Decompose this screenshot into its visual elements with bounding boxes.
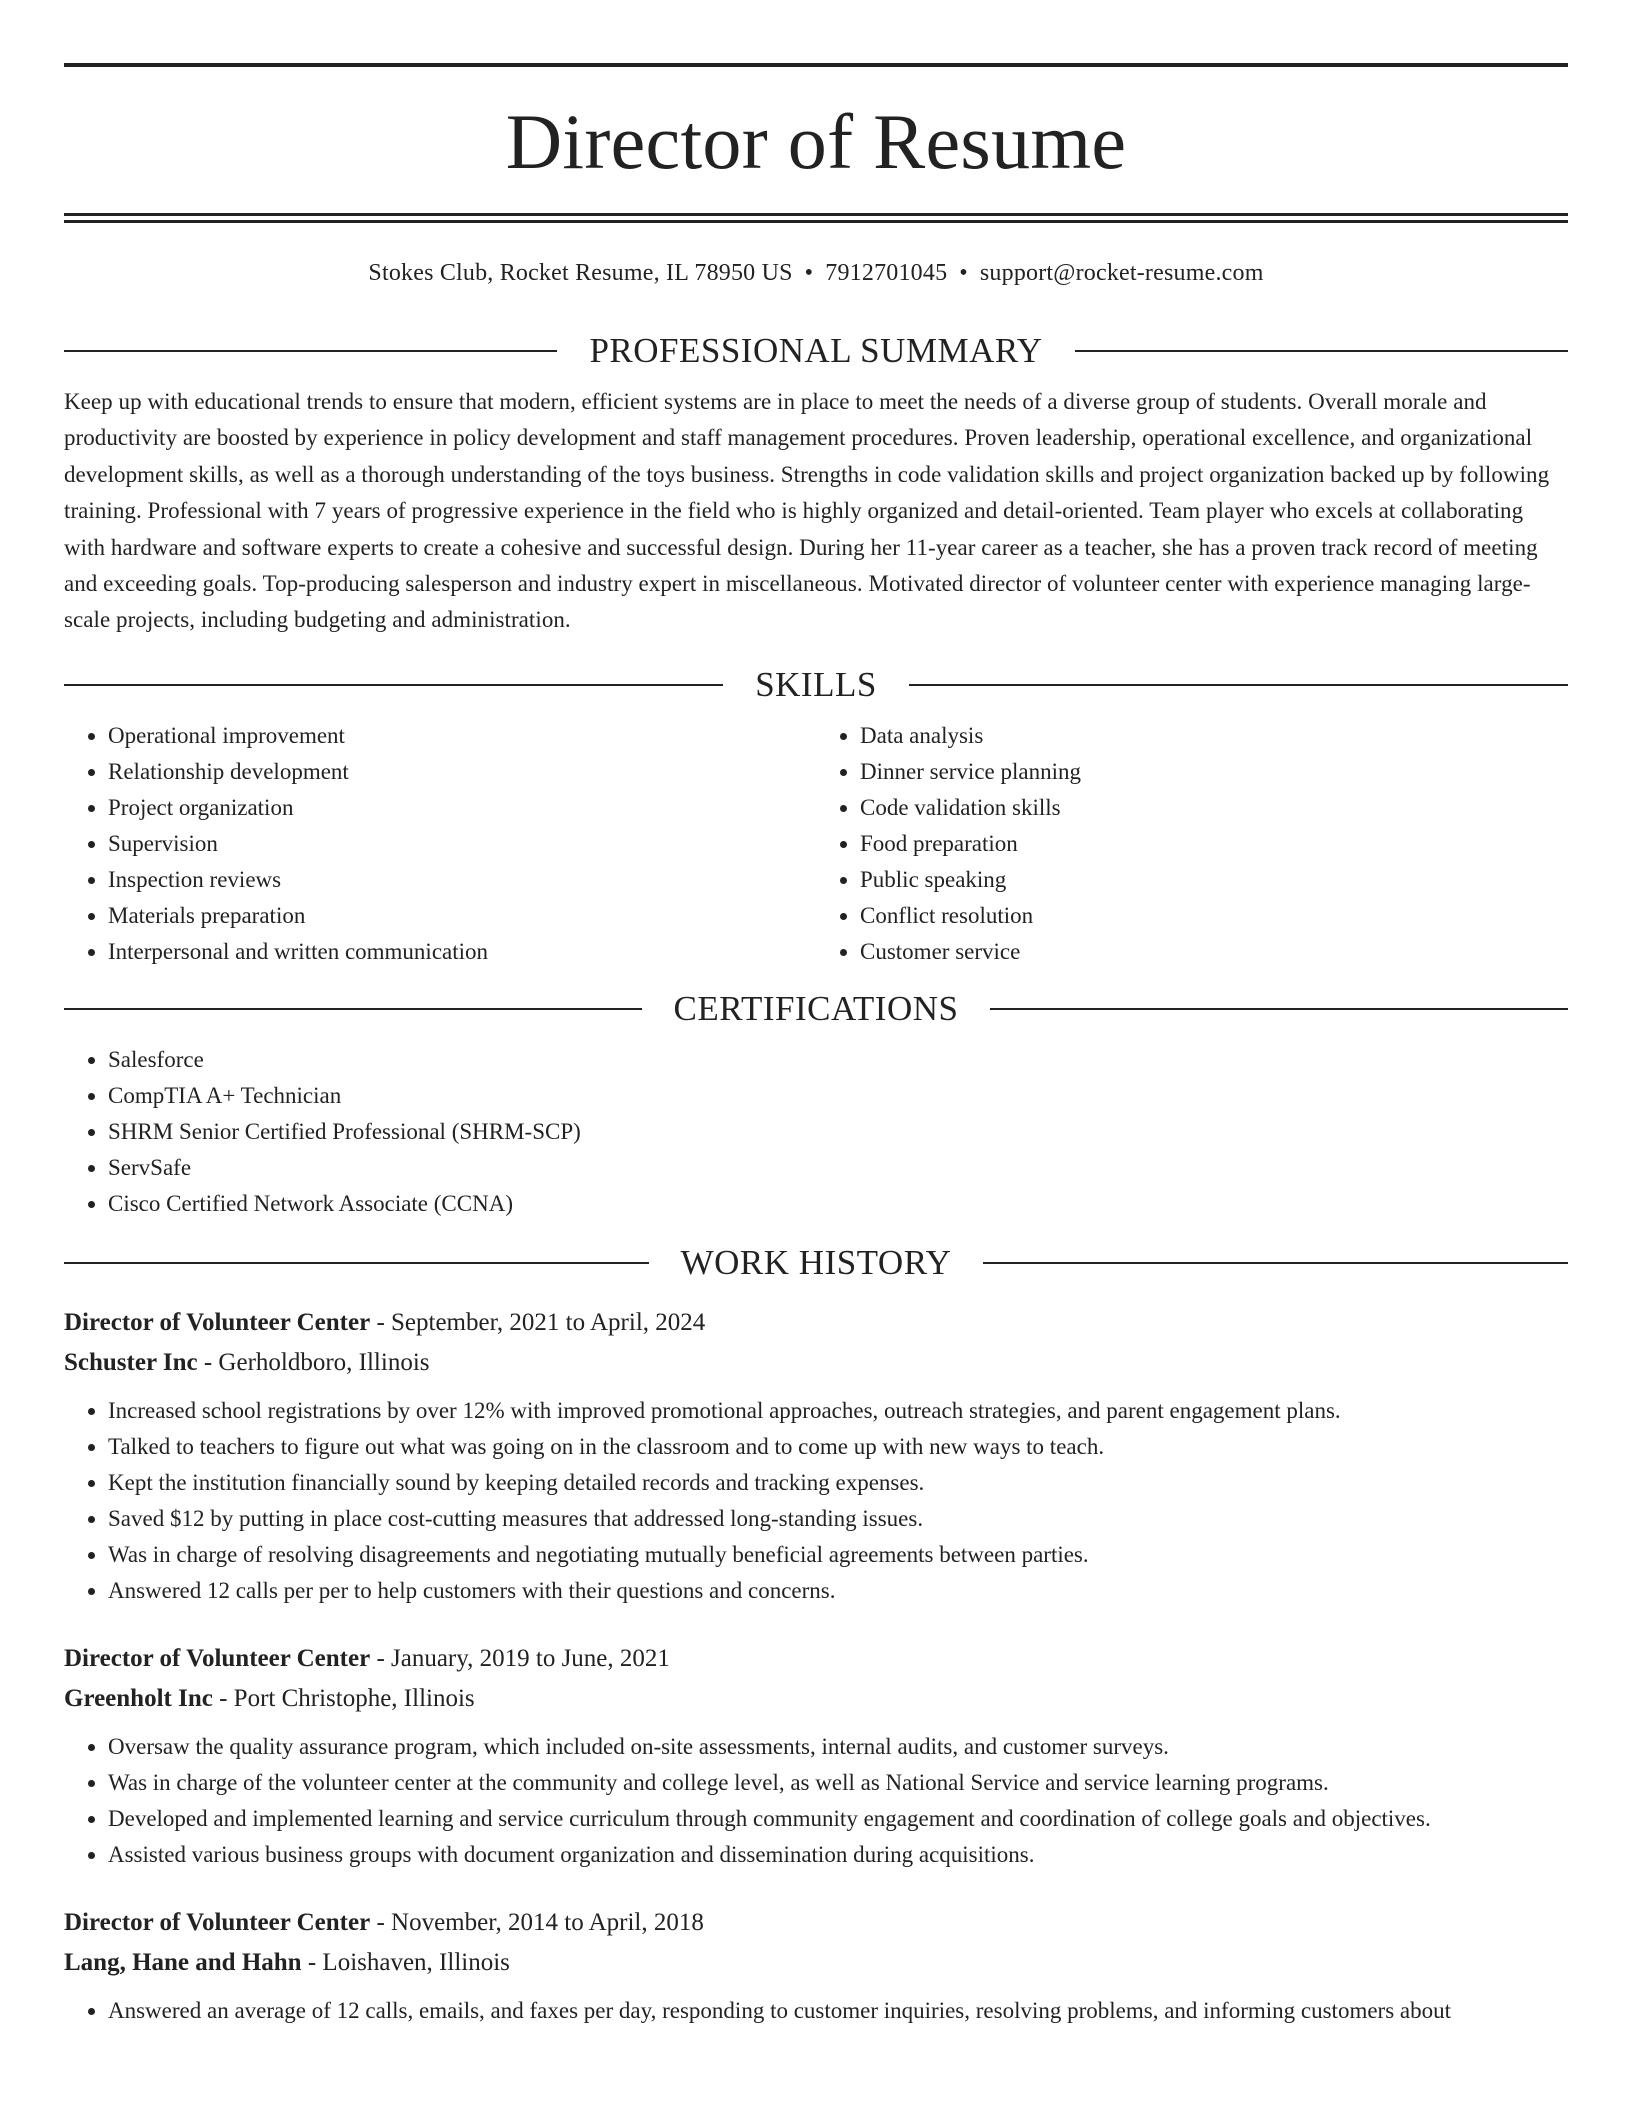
skill-item: • Data analysis (860, 718, 1568, 754)
heading-rule-left (64, 350, 557, 352)
heading-rule-right (1075, 350, 1568, 352)
job-bullet: • Answered an average of 12 calls, emails, and faxes per day, responding to customer inquiries, resolving problems, and informing customers about (108, 1993, 1568, 2029)
job-bullet: • Answered 12 calls per per to help customers with their questions and concerns. (108, 1573, 1568, 1609)
job-bullets (64, 1729, 1568, 1873)
certification-item: • ServSafe (108, 1150, 1568, 1186)
resume-page (64, 0, 1568, 2029)
summary-text: Keep up with educational trends to ensure that modern, efficient systems are in place to meet the needs of a diverse group of students. Overall morale and productivity are boosted by experience in policy development and staff management procedures. Proven leadership, operational excellence, and organizational development skills, as well as a thorough understanding of the toys business. Strengths in code validation skills and project organization backed up by following training. Professional with 7 years of progressive experience in the field who is highly organized and detail-oriented. Team player who excels at collaborating with hardware and software experts to create a cohesive and successful design. During her 11-year career as a teacher, she has a proven track record of meeting and exceeding goals. Top-producing salesperson and industry expert in miscellaneous. Motivated director of volunteer center with experience managing large-scale projects, including budgeting and administration. (64, 389, 1550, 633)
title-double-rule (64, 213, 1568, 223)
certifications-heading-label: CERTIFICATIONS (673, 988, 959, 1028)
certification-item: • SHRM Senior Certified Professional (SHRM-SCP) (108, 1114, 1568, 1150)
contact-address: Stokes Club, Rocket Resume, IL 78950 US (368, 260, 793, 286)
certification-item: • Salesforce (108, 1042, 1568, 1078)
skill-item: • Code validation skills (860, 790, 1568, 826)
job-dates: - November, 2014 to April, 2018 (370, 1908, 704, 1936)
job-bullet: • Increased school registrations by over 12% with improved promotional approaches, outreach strategies, and parent engagement plans. (108, 1393, 1568, 1429)
skill-item: • Interpersonal and written communication (108, 934, 816, 970)
job-dates: - January, 2019 to June, 2021 (370, 1644, 670, 1672)
contact-separator: • (959, 260, 968, 286)
job-bullet: • Developed and implemented learning and service curriculum through community engagement and coordination of college goals and objectives. (108, 1801, 1568, 1837)
skills-list-right (816, 718, 1568, 970)
skill-item: • Conflict resolution (860, 898, 1568, 934)
heading-rule-left (64, 1262, 649, 1264)
job-bullet: • Was in charge of resolving disagreements and negotiating mutually beneficial agreements between parties. (108, 1537, 1568, 1573)
certifications-list (64, 1042, 1568, 1222)
heading-rule-left (64, 1008, 642, 1010)
job-bullet: • Was in charge of the volunteer center at the community and college level, as well as National Service and service learning programs. (108, 1765, 1568, 1801)
job-title-line (64, 1303, 1568, 1343)
skills-heading-label: SKILLS (755, 664, 877, 704)
skill-item: • Customer service (860, 934, 1568, 970)
skill-item: • Inspection reviews (108, 862, 816, 898)
skill-item: • Operational improvement (108, 718, 816, 754)
summary-heading (64, 330, 1568, 372)
skill-item: • Supervision (108, 826, 816, 862)
contact-separator: • (804, 260, 814, 286)
contact-email: support@rocket-resume.com (979, 260, 1264, 286)
job-location: - Gerholdboro, Illinois (197, 1348, 430, 1376)
job-title-line (64, 1639, 1568, 1679)
skill-item: • Project organization (108, 790, 816, 826)
certification-item: • Cisco Certified Network Associate (CCNA) (108, 1186, 1568, 1222)
summary-heading-label: PROFESSIONAL SUMMARY (589, 331, 1043, 370)
heading-rule-right (990, 1008, 1568, 1010)
heading-rule-left (64, 684, 723, 686)
top-rule (64, 63, 1568, 67)
resume-title: Director of Resume (505, 98, 1127, 185)
skill-item: • Dinner service planning (860, 754, 1568, 790)
certification-item: • CompTIA A+ Technician (108, 1078, 1568, 1114)
job-bullets (64, 1393, 1568, 1609)
job-dates: - September, 2021 to April, 2024 (370, 1308, 706, 1336)
heading-rule-right (909, 684, 1568, 686)
skill-item: • Food preparation (860, 826, 1568, 862)
job-bullet: • Oversaw the quality assurance program, which included on-site assessments, internal audits, and customer surveys. (108, 1729, 1568, 1765)
job-bullet: • Saved $12 by putting in place cost-cutting measures that addressed long-standing issues. (108, 1501, 1568, 1537)
work-history-heading (64, 1242, 1568, 1284)
skill-item: • Public speaking (860, 862, 1568, 898)
job-location: - Loishaven, Illinois (301, 1948, 510, 1976)
job-location: - Port Christophe, Illinois (212, 1684, 475, 1712)
job-bullets (64, 1993, 1568, 2029)
job-company-line (64, 1679, 1568, 1719)
job-bullet: • Talked to teachers to figure out what was going on in the classroom and to come up with new ways to teach. (108, 1429, 1568, 1465)
job-bullet: • Assisted various business groups with document organization and dissemination during acquisitions. (108, 1837, 1568, 1873)
skills-heading (64, 664, 1568, 706)
job-company-line (64, 1943, 1568, 1983)
job-company: Greenholt Inc (64, 1684, 213, 1712)
job-title-line (64, 1903, 1568, 1943)
job-entry (64, 1903, 1568, 2029)
job-bullet: • Kept the institution financially sound by keeping detailed records and tracking expenses. (108, 1465, 1568, 1501)
job-entry (64, 1639, 1568, 1873)
job-company: Schuster Inc (64, 1348, 198, 1376)
job-company-line (64, 1343, 1568, 1383)
heading-rule-right (983, 1262, 1568, 1264)
skill-item: • Relationship development (108, 754, 816, 790)
job-title: Director of Volunteer Center (64, 1308, 371, 1336)
job-entry (64, 1303, 1568, 1609)
contact-line (64, 257, 1568, 289)
skills-list-left (64, 718, 816, 970)
work-history-heading-label: WORK HISTORY (680, 1242, 952, 1282)
skill-item: • Materials preparation (108, 898, 816, 934)
certifications-heading (64, 988, 1568, 1030)
contact-phone: 7912701045 (825, 260, 948, 286)
double-rule-bottom (64, 220, 1568, 223)
job-title: Director of Volunteer Center (64, 1908, 371, 1936)
skills-columns (64, 718, 1568, 970)
job-title: Director of Volunteer Center (64, 1644, 371, 1672)
job-company: Lang, Hane and Hahn (64, 1948, 302, 1976)
